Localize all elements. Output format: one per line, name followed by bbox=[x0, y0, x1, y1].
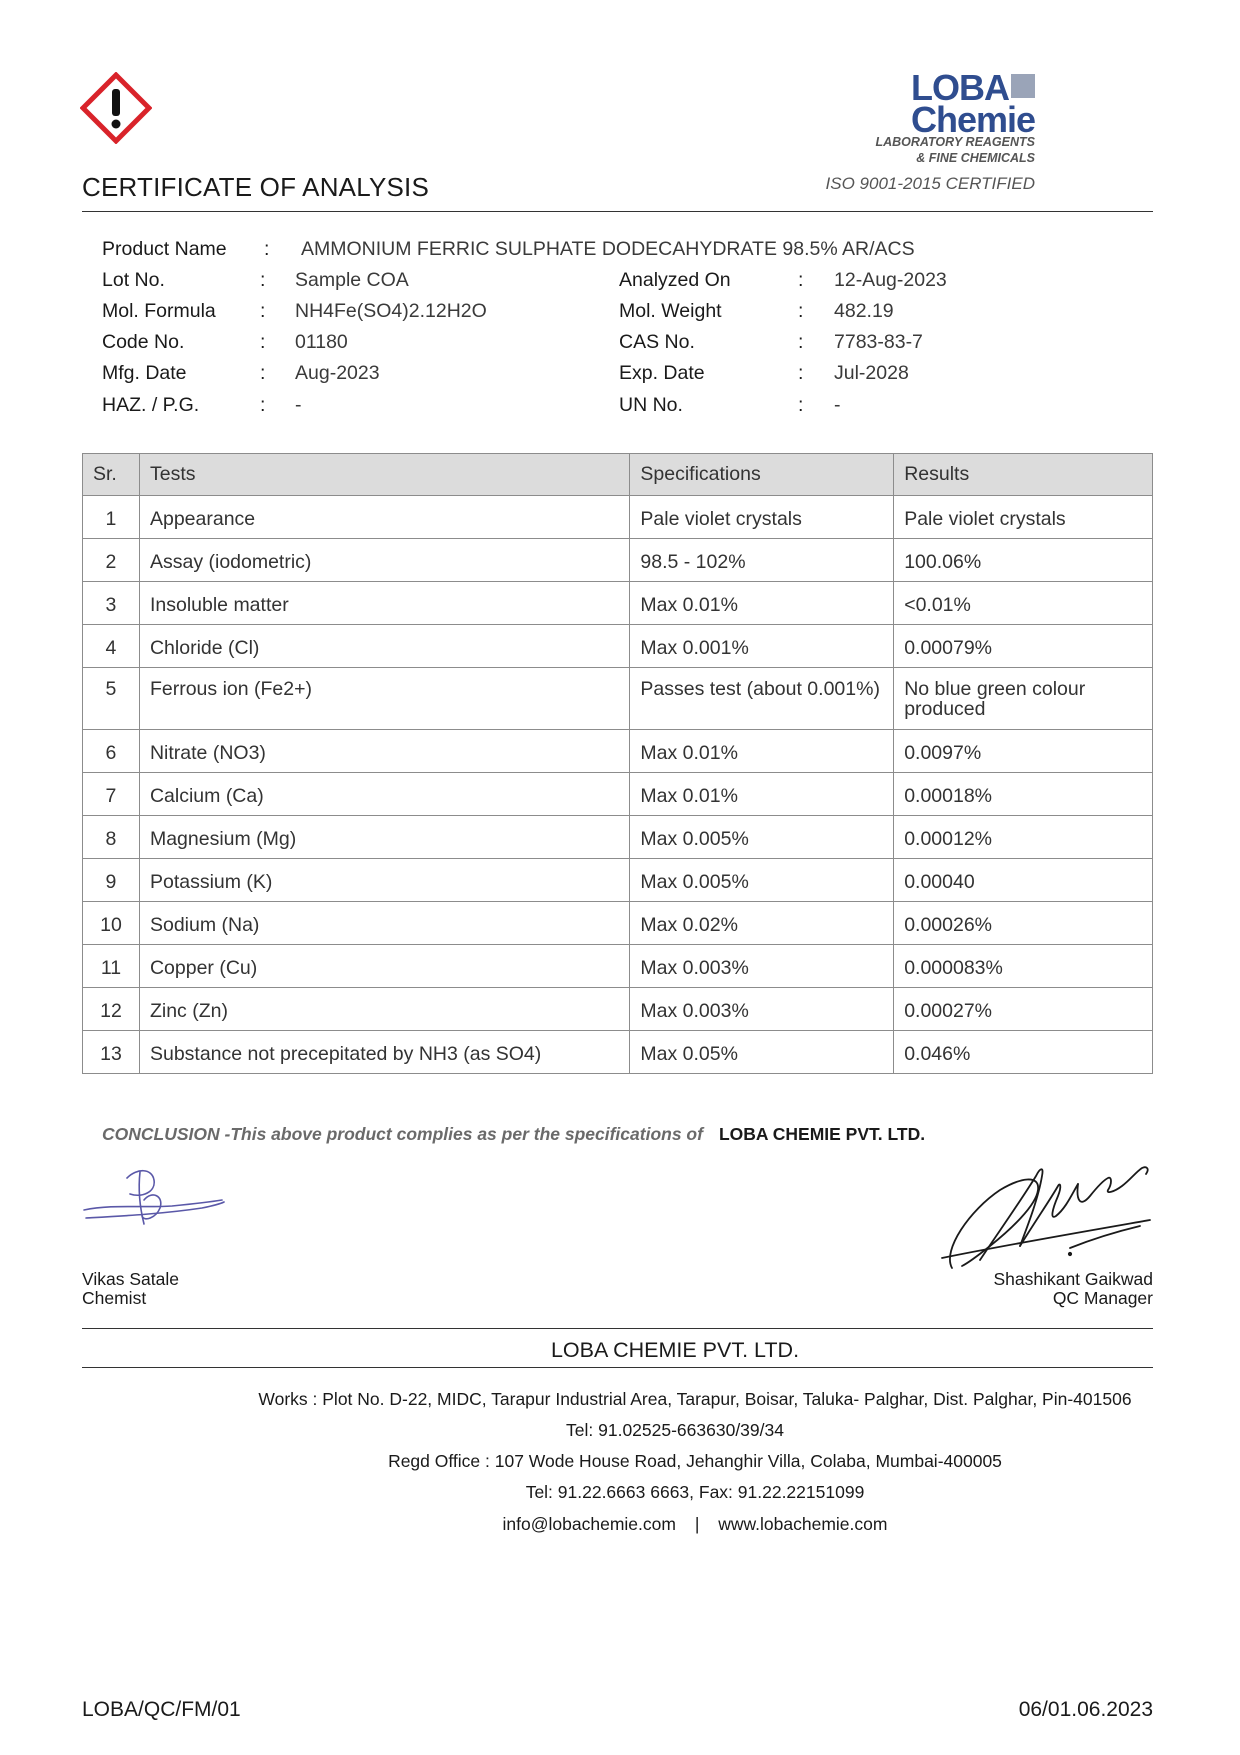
test-specification: Max 0.05% bbox=[630, 1031, 894, 1074]
info-value: 482.19 bbox=[834, 300, 894, 322]
header-results: Results bbox=[894, 454, 1153, 496]
test-name: Copper (Cu) bbox=[139, 945, 629, 988]
loba-chemie-logo bbox=[910, 67, 1035, 140]
test-specification: Max 0.01% bbox=[630, 773, 894, 816]
test-name: Sodium (Na) bbox=[139, 902, 629, 945]
test-sr: 2 bbox=[83, 539, 140, 582]
table-row bbox=[83, 625, 1153, 668]
table-row bbox=[83, 945, 1153, 988]
test-result: 0.00012% bbox=[894, 816, 1153, 859]
table-header-row bbox=[83, 454, 1153, 496]
info-label: Mol. Weight bbox=[619, 300, 722, 322]
test-name: Insoluble matter bbox=[139, 582, 629, 625]
test-sr: 3 bbox=[83, 582, 140, 625]
footer-company-name: LOBA CHEMIE PVT. LTD. bbox=[550, 1338, 800, 1362]
works-telephone bbox=[0, 1420, 1240, 1441]
test-specification: Max 0.001% bbox=[630, 625, 894, 668]
test-name: Substance not precepitated by NH3 (as SO4) bbox=[139, 1031, 629, 1074]
test-sr: 11 bbox=[83, 945, 140, 988]
test-name: Appearance bbox=[139, 496, 629, 539]
test-name: Assay (iodometric) bbox=[139, 539, 629, 582]
qc-manager-name: Shashikant Gaikwad bbox=[993, 1269, 1153, 1289]
test-result: 0.0097% bbox=[894, 730, 1153, 773]
chemist-name: Vikas Satale bbox=[82, 1269, 179, 1289]
table-row bbox=[83, 539, 1153, 582]
info-label: HAZ. / P.G. bbox=[102, 394, 200, 416]
test-sr: 13 bbox=[83, 1031, 140, 1074]
conclusion-text: CONCLUSION -This above product complies as per the specifications of bbox=[102, 1124, 703, 1144]
header-tests: Tests bbox=[139, 454, 629, 496]
registered-telephone bbox=[0, 1482, 1240, 1503]
footer-divider-bottom bbox=[82, 1367, 1153, 1368]
form-revision-date: 06/01.06.2023 bbox=[1018, 1698, 1153, 1721]
header-divider bbox=[82, 211, 1153, 212]
info-label: Exp. Date bbox=[619, 362, 705, 384]
test-specification: Max 0.005% bbox=[630, 816, 894, 859]
test-sr: 8 bbox=[83, 816, 140, 859]
test-specification: Pale violet crystals bbox=[630, 496, 894, 539]
test-result: 0.00040 bbox=[894, 859, 1153, 902]
table-row bbox=[83, 988, 1153, 1031]
header-specifications: Specifications bbox=[630, 454, 894, 496]
conclusion bbox=[102, 1124, 925, 1145]
info-sep: : bbox=[798, 300, 804, 322]
test-specification: Max 0.01% bbox=[630, 730, 894, 773]
info-sep: : bbox=[798, 331, 804, 353]
chemist-role: Chemist bbox=[82, 1288, 147, 1309]
table-row bbox=[83, 859, 1153, 902]
test-result: 0.00026% bbox=[894, 902, 1153, 945]
qc-manager-signature bbox=[940, 1150, 1160, 1280]
info-value: Sample COA bbox=[295, 269, 409, 291]
qc-manager-signatory bbox=[993, 1270, 1153, 1309]
test-result: 100.06% bbox=[894, 539, 1153, 582]
logo-mark-icon bbox=[1011, 74, 1035, 98]
table-row bbox=[83, 773, 1153, 816]
test-result: 0.00027% bbox=[894, 988, 1153, 1031]
footer-divider-top bbox=[82, 1328, 1153, 1329]
test-name: Calcium (Ca) bbox=[139, 773, 629, 816]
test-name: Ferrous ion (Fe2+) bbox=[139, 668, 629, 730]
iso-certification: ISO 9001-2015 CERTIFIED bbox=[825, 174, 1035, 193]
registered-telephone-text: Tel: 91.22.6663 6663, Fax: 91.22.22151099 bbox=[525, 1482, 865, 1502]
info-value: - bbox=[295, 394, 302, 416]
test-result: 0.046% bbox=[894, 1031, 1153, 1074]
table-row bbox=[83, 816, 1153, 859]
test-result: 0.000083% bbox=[894, 945, 1153, 988]
test-name: Potassium (K) bbox=[139, 859, 629, 902]
test-results-table bbox=[82, 453, 1153, 1074]
qc-manager-role: QC Manager bbox=[1052, 1288, 1153, 1309]
test-sr: 1 bbox=[83, 496, 140, 539]
info-sep: : bbox=[260, 300, 266, 322]
test-specification: Max 0.003% bbox=[630, 945, 894, 988]
test-result: 0.00079% bbox=[894, 625, 1153, 668]
info-value: Jul-2028 bbox=[834, 362, 909, 384]
tagline-line-1: LABORATORY REAGENTS bbox=[875, 135, 1035, 149]
test-result: <0.01% bbox=[894, 582, 1153, 625]
brand-tagline bbox=[875, 134, 1035, 167]
test-specification: Max 0.003% bbox=[630, 988, 894, 1031]
contact-divider: | bbox=[694, 1514, 700, 1534]
footer-company bbox=[0, 1338, 1240, 1363]
product-name-label: Product Name bbox=[102, 238, 227, 260]
info-label: Lot No. bbox=[102, 269, 165, 291]
test-name: Magnesium (Mg) bbox=[139, 816, 629, 859]
info-sep: : bbox=[260, 362, 266, 384]
test-sr: 4 bbox=[83, 625, 140, 668]
test-sr: 5 bbox=[83, 668, 140, 730]
info-sep: : bbox=[260, 269, 266, 291]
table-row bbox=[83, 582, 1153, 625]
table-row bbox=[83, 1031, 1153, 1074]
test-name: Zinc (Zn) bbox=[139, 988, 629, 1031]
info-value: NH4Fe(SO4)2.12H2O bbox=[295, 300, 487, 322]
chemist-signatory bbox=[82, 1270, 179, 1309]
table-row bbox=[83, 902, 1153, 945]
works-address-text: Works : Plot No. D-22, MIDC, Tarapur Industrial Area, Tarapur, Boisar, Taluka- Palghar, Dist. Palghar, Pin-401506 bbox=[258, 1389, 1132, 1409]
test-name: Nitrate (NO3) bbox=[139, 730, 629, 773]
product-name-separator: : bbox=[264, 238, 270, 260]
email-link[interactable]: info@lobachemie.com bbox=[502, 1514, 676, 1534]
test-specification: Max 0.01% bbox=[630, 582, 894, 625]
test-result: 0.00018% bbox=[894, 773, 1153, 816]
brand-name-loba: LOBA bbox=[911, 67, 1009, 108]
test-specification: 98.5 - 102% bbox=[630, 539, 894, 582]
test-specification: Max 0.005% bbox=[630, 859, 894, 902]
tagline-line-2: & FINE CHEMICALS bbox=[916, 151, 1035, 166]
info-sep: : bbox=[260, 331, 266, 353]
info-sep: : bbox=[260, 394, 266, 416]
works-address bbox=[0, 1389, 1240, 1410]
info-label: Mol. Formula bbox=[102, 300, 216, 322]
info-label: Code No. bbox=[102, 331, 185, 353]
test-specification: Passes test (about 0.001%) bbox=[630, 668, 894, 730]
table-row bbox=[83, 730, 1153, 773]
info-value: 7783-83-7 bbox=[834, 331, 923, 353]
contact-line bbox=[0, 1514, 1240, 1535]
chemist-signature bbox=[82, 1160, 232, 1240]
info-value: 01180 bbox=[295, 331, 348, 353]
brand-name-chemie: Chemie bbox=[910, 99, 1035, 140]
test-sr: 10 bbox=[83, 902, 140, 945]
test-sr: 7 bbox=[83, 773, 140, 816]
test-sr: 12 bbox=[83, 988, 140, 1031]
info-label: Mfg. Date bbox=[102, 362, 187, 384]
info-value: - bbox=[834, 394, 841, 416]
table-row bbox=[83, 668, 1153, 730]
info-label: UN No. bbox=[619, 394, 683, 416]
info-sep: : bbox=[798, 362, 804, 384]
form-number: LOBA/QC/FM/01 bbox=[82, 1698, 241, 1721]
info-value: 12-Aug-2023 bbox=[834, 269, 947, 291]
test-sr: 9 bbox=[83, 859, 140, 902]
info-value: Aug-2023 bbox=[295, 362, 380, 384]
test-specification: Max 0.02% bbox=[630, 902, 894, 945]
table-row bbox=[83, 496, 1153, 539]
info-label: CAS No. bbox=[619, 331, 695, 353]
document-title: CERTIFICATE OF ANALYSIS bbox=[82, 172, 430, 202]
conclusion-company: LOBA CHEMIE PVT. LTD. bbox=[718, 1124, 926, 1144]
test-result: No blue green colour produced bbox=[894, 668, 1153, 730]
registered-office bbox=[0, 1451, 1240, 1472]
test-result: Pale violet crystals bbox=[894, 496, 1153, 539]
test-name: Chloride (Cl) bbox=[139, 625, 629, 668]
product-name-value: AMMONIUM FERRIC SULPHATE DODECAHYDRATE 98.5% AR/ACS bbox=[301, 238, 915, 260]
works-telephone-text: Tel: 91.02525-663630/39/34 bbox=[566, 1420, 784, 1440]
header-sr: Sr. bbox=[83, 454, 140, 496]
info-label: Analyzed On bbox=[619, 269, 731, 291]
info-sep: : bbox=[798, 394, 804, 416]
test-sr: 6 bbox=[83, 730, 140, 773]
info-sep: : bbox=[798, 269, 804, 291]
registered-office-text: Regd Office : 107 Wode House Road, Jehanghir Villa, Colaba, Mumbai-400005 bbox=[388, 1451, 1002, 1471]
website-link[interactable]: www.lobachemie.com bbox=[718, 1514, 888, 1534]
exclamation-hazard-icon bbox=[80, 72, 152, 144]
